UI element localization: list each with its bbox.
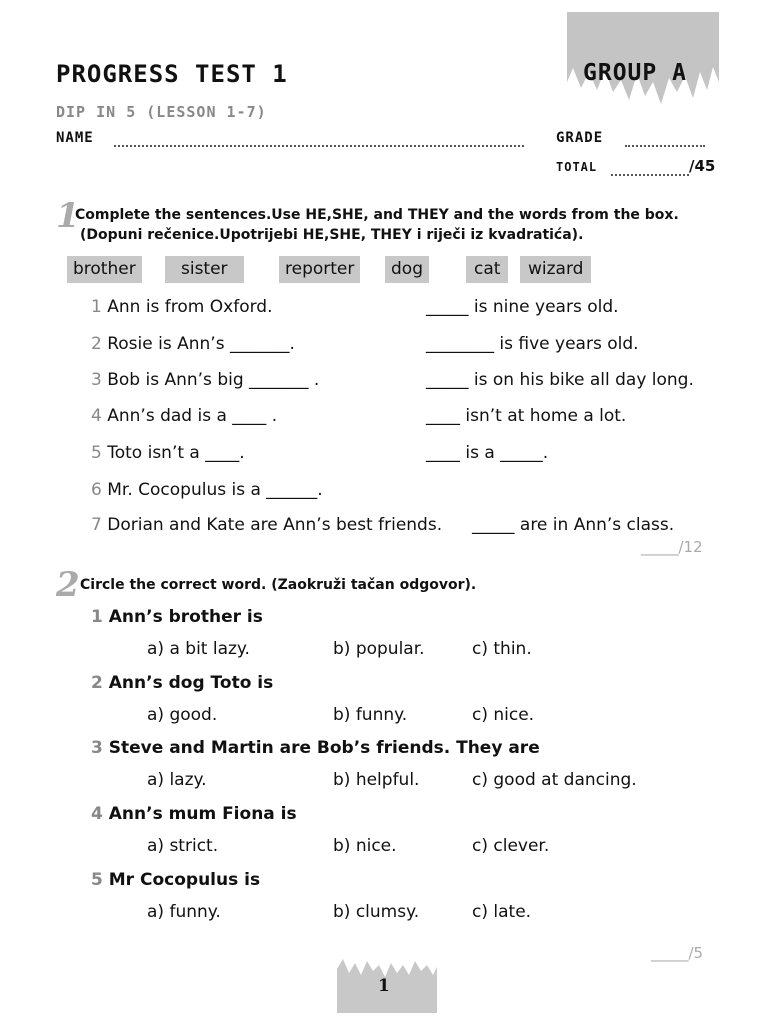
option-c[interactable]: c) good at dancing. xyxy=(472,770,637,790)
question xyxy=(91,738,540,758)
sentence-left: Dorian and Kate are Ann’s best friends. xyxy=(107,515,443,535)
item-number: 1 xyxy=(91,297,102,317)
item-number: 5 xyxy=(91,443,102,463)
option-b[interactable]: b) funny. xyxy=(333,705,408,725)
option-a[interactable]: a) strict. xyxy=(147,836,219,856)
question-number: 3 xyxy=(91,738,103,758)
option-a[interactable]: a) a bit lazy. xyxy=(147,639,250,659)
subtitle: DIP IN 5 (LESSON 1-7) xyxy=(56,103,267,121)
group-label: GROUP A xyxy=(583,60,687,86)
option-a[interactable]: a) funny. xyxy=(147,902,221,922)
exercise-1-instruction-local: (Dopuni rečenice.Upotrijebi HE,SHE, THEY i riječi iz kvadratića). xyxy=(80,227,584,243)
question-text: Ann’s mum Fiona is xyxy=(108,804,297,824)
option-b[interactable]: b) helpful. xyxy=(333,770,420,790)
option-c[interactable]: c) nice. xyxy=(472,705,535,725)
option-a[interactable]: a) lazy. xyxy=(147,770,207,790)
question-number: 1 xyxy=(91,607,103,627)
sentence-right[interactable]: _____ is nine years old. xyxy=(426,297,619,317)
item-number: 7 xyxy=(91,515,102,535)
total-value: /45 xyxy=(689,157,716,175)
sentence-row xyxy=(91,443,245,463)
question xyxy=(91,804,297,824)
exercise-1-score: _____/12 xyxy=(641,538,703,556)
item-number: 2 xyxy=(91,334,102,354)
grade-label: GRADE xyxy=(556,130,604,146)
sentence-row xyxy=(91,515,442,535)
option-b[interactable]: b) popular. xyxy=(333,639,425,659)
question-number: 4 xyxy=(91,804,103,824)
sentence-right[interactable]: _____ are in Ann’s class. xyxy=(472,515,675,535)
word-box-item: cat xyxy=(466,256,508,283)
question-number: 2 xyxy=(91,673,103,693)
item-number: 6 xyxy=(91,480,102,500)
word-box-item: sister xyxy=(165,256,244,283)
word-box-item: dog xyxy=(385,256,429,283)
sentence-left[interactable]: Bob is Ann’s big _______ . xyxy=(107,370,320,390)
exercise-1-instruction: Complete the sentences.Use HE,SHE, and THEY and the words from the box. xyxy=(75,207,679,223)
item-number: 3 xyxy=(91,370,102,390)
total-field[interactable] xyxy=(611,174,689,176)
page-title: PROGRESS TEST 1 xyxy=(56,60,288,88)
sentence-right[interactable]: ____ isn’t at home a lot. xyxy=(426,406,627,426)
option-a[interactable]: a) good. xyxy=(147,705,218,725)
option-b[interactable]: b) nice. xyxy=(333,836,397,856)
sentence-row xyxy=(91,297,272,317)
option-b[interactable]: b) clumsy. xyxy=(333,902,420,922)
name-label: NAME xyxy=(56,130,94,146)
exercise-2-number: 2 xyxy=(56,565,80,605)
exercise-2-instruction: Circle the correct word. (Zaokruži tačan odgovor). xyxy=(80,577,477,593)
option-c[interactable]: c) late. xyxy=(472,902,532,922)
grade-field[interactable] xyxy=(625,145,705,147)
option-c[interactable]: c) thin. xyxy=(472,639,532,659)
sentence-right[interactable]: ________ is five years old. xyxy=(426,334,639,354)
sentence-row xyxy=(91,406,277,426)
sentence-left[interactable]: Ann’s dad is a ____ . xyxy=(107,406,278,426)
word-box-item: brother xyxy=(67,256,142,283)
sentence-row xyxy=(91,370,319,390)
sentence-row xyxy=(91,334,295,354)
sentence-row xyxy=(91,480,323,500)
question xyxy=(91,673,273,693)
total-label: TOTAL xyxy=(556,160,598,174)
page-number: 1 xyxy=(378,976,390,996)
sentence-left[interactable]: Toto isn’t a ____. xyxy=(107,443,245,463)
word-box-item: reporter xyxy=(279,256,360,283)
word-box-item: wizard xyxy=(520,256,591,283)
question-text: Mr Cocopulus is xyxy=(108,870,261,890)
sentence-left: Ann is from Oxford. xyxy=(107,297,273,317)
question-text: Ann’s brother is xyxy=(108,607,263,627)
option-c[interactable]: c) clever. xyxy=(472,836,550,856)
question-number: 5 xyxy=(91,870,103,890)
sentence-right[interactable]: _____ is on his bike all day long. xyxy=(426,370,694,390)
exercise-1-number: 1 xyxy=(56,196,80,236)
exercise-2-score: _____/5 xyxy=(651,944,704,962)
sentence-left[interactable]: Mr. Cocopulus is a ______. xyxy=(107,480,323,500)
question-text: Steve and Martin are Bob’s friends. They are xyxy=(108,738,540,758)
question-text: Ann’s dog Toto is xyxy=(108,673,274,693)
item-number: 4 xyxy=(91,406,102,426)
question xyxy=(91,607,263,627)
sentence-left[interactable]: Rosie is Ann’s _______. xyxy=(107,334,295,354)
question xyxy=(91,870,260,890)
sentence-right[interactable]: ____ is a _____. xyxy=(426,443,549,463)
name-field[interactable] xyxy=(114,145,524,147)
